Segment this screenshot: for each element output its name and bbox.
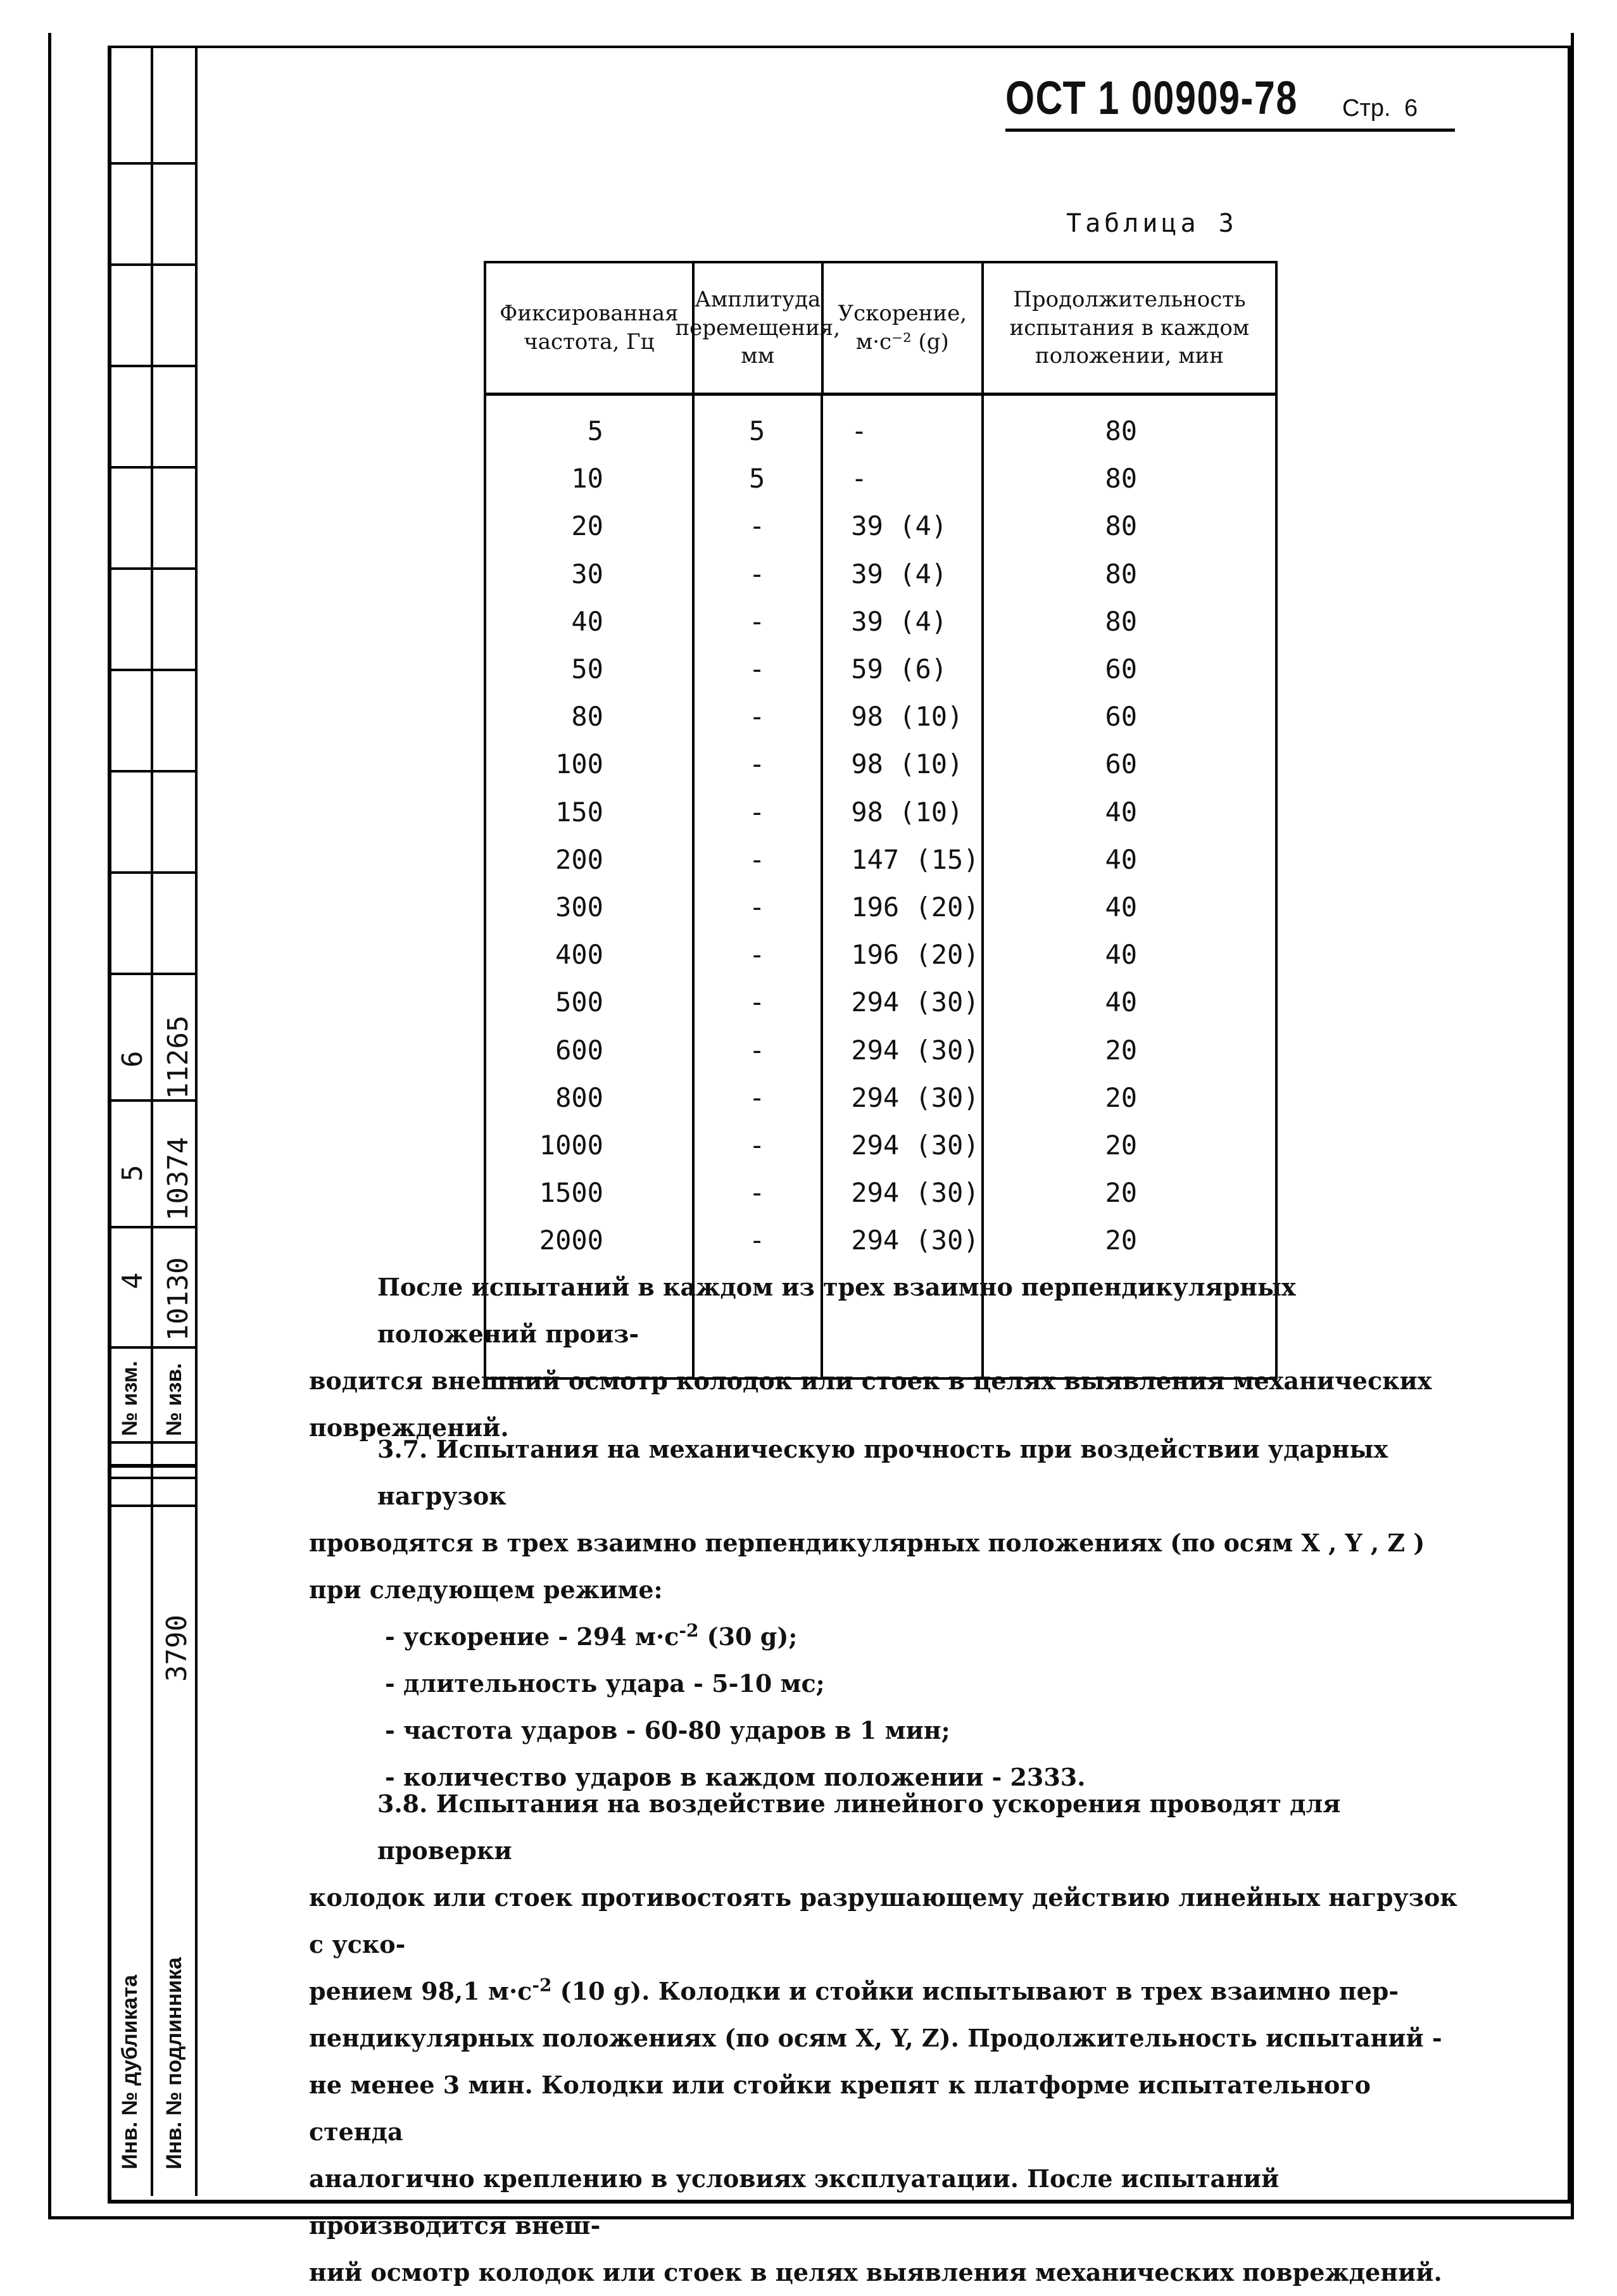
table-cell: -	[748, 1225, 765, 1256]
dubl-label: Инв. № дубликата	[118, 1974, 142, 2169]
stamp-divider	[108, 1477, 198, 1479]
stamp-divider	[108, 466, 198, 469]
table-cell: 98 (10)	[851, 796, 964, 828]
table-cell: 80	[1105, 415, 1138, 447]
table-cell: -	[748, 510, 765, 542]
table-cell: 20	[1105, 1129, 1138, 1161]
table-cell: 40	[1105, 843, 1138, 875]
list-item	[309, 1613, 1461, 1660]
paragraph-3-7	[309, 1426, 1461, 1801]
table-cell: 40	[1105, 987, 1138, 1018]
table-cell: 20	[571, 510, 603, 542]
stamp-divider	[108, 669, 198, 671]
text-line: не менее 3 мин. Колодки или стойки крепят к платформе испытательного стенда	[309, 2071, 1371, 2146]
table-cell: 294 (30)	[851, 1082, 979, 1113]
table-cell: 60	[1105, 748, 1138, 780]
table-cell: 20	[1105, 1034, 1138, 1066]
text-line: аналогично креплению в условиях эксплуатации. После испытаний производится внеш-	[309, 2164, 1280, 2240]
table-cell: -	[748, 1129, 765, 1161]
podl-value: 3790	[161, 1615, 193, 1682]
table-cell: -	[748, 891, 765, 923]
table-cell: 40	[1105, 939, 1138, 971]
list-item: - длительность удара - 5-10 мс;	[385, 1669, 825, 1698]
text-line: водится внешний осмотр колодок или стоек в целях выявления механических	[309, 1366, 1432, 1395]
table-cell: 294 (30)	[851, 1034, 979, 1066]
izm-value-6: 6	[116, 1050, 149, 1068]
table-cell: 150	[555, 796, 603, 828]
list-text: - ускорение - 294 м·с	[385, 1622, 679, 1651]
text-line: ний осмотр колодок или стоек в целях выявления механических повреждений.	[309, 2258, 1442, 2287]
table-cell: 30	[571, 558, 603, 590]
table-cell: 1000	[539, 1129, 603, 1161]
text-line: проводятся в трех взаимно перпендикулярных положениях (по осям X , Y , Z )	[309, 1529, 1425, 1557]
frequency-column	[486, 396, 695, 1377]
page-number: 6	[1404, 95, 1418, 122]
stamp-col-1	[108, 48, 153, 2196]
text-line: колодок или стоек противостоять разрушающему действию линейных нагрузок с уско-	[309, 1883, 1457, 1959]
text-line: при следующем режиме:	[309, 1575, 663, 1604]
header-amplitude: Амплитуда перемещения, мм	[695, 263, 824, 393]
table-cell: 294 (30)	[851, 1129, 979, 1161]
table-cell: 5	[748, 463, 765, 495]
document-header	[1005, 71, 1455, 132]
list-item: - частота ударов - 60-80 ударов в 1 мин;	[385, 1716, 950, 1744]
table-cell: -	[748, 1034, 765, 1066]
table-cell: 40	[1105, 891, 1138, 923]
table-cell: 80	[571, 701, 603, 733]
table-cell: 80	[1105, 558, 1138, 590]
table-cell: 80	[1105, 605, 1138, 637]
table-cell: 20	[1105, 1082, 1138, 1113]
table-cell: 300	[555, 891, 603, 923]
table-cell: 200	[555, 843, 603, 875]
table-cell: 50	[571, 653, 603, 685]
header-duration: Продолжительность испытания в каждом положении, мин	[1009, 286, 1250, 369]
text-line: пендикулярных положениях (по осям X, Y, Z). Продолжительность испытаний -	[309, 2024, 1442, 2052]
izv-value-11265: 11265	[162, 1015, 194, 1099]
stamp-divider	[108, 1504, 198, 1507]
table-cell: 20	[1105, 1225, 1138, 1256]
table-cell: 40	[571, 605, 603, 637]
table-cell: -	[748, 558, 765, 590]
table-cell: 60	[1105, 653, 1138, 685]
text-span: рением 98,1 м·с	[309, 1977, 532, 2005]
table-cell: -	[851, 415, 867, 447]
superscript: -2	[532, 1974, 552, 1996]
table-cell: -	[748, 1082, 765, 1113]
table-cell: 80	[1105, 510, 1138, 542]
table-cell: 98 (10)	[851, 701, 964, 733]
stamp-divider	[108, 263, 198, 266]
table-cell: 294 (30)	[851, 987, 979, 1018]
table-cell: -	[748, 701, 765, 733]
table-cell: -	[748, 1177, 765, 1209]
duration-column	[984, 396, 1276, 1377]
podl-label: Инв. № подлинника	[162, 1957, 186, 2169]
table-cell: 10	[571, 463, 603, 495]
izm-value-5: 5	[116, 1164, 149, 1182]
table-cell: -	[748, 843, 765, 875]
stamp-col-2	[152, 48, 198, 2196]
table-cell: 39 (4)	[851, 510, 948, 542]
table-cell: 600	[555, 1034, 603, 1066]
document-code: ОСТ 1 00909-78	[1005, 72, 1298, 124]
stamp-divider	[108, 770, 198, 773]
table-cell: 1500	[539, 1177, 603, 1209]
page-label: Стр.	[1342, 95, 1391, 122]
stamp-divider	[108, 1226, 198, 1228]
paragraph-after-table	[309, 1264, 1461, 1451]
table-cell: 196 (20)	[851, 891, 979, 923]
table-cell: -	[748, 987, 765, 1018]
table-cell: -	[748, 939, 765, 971]
table-body	[486, 396, 1275, 1377]
table-cell: 500	[555, 987, 603, 1018]
header-acceleration: Ускорение, м·с⁻² (g)	[824, 263, 984, 393]
table-cell: 40	[1105, 796, 1138, 828]
table-cell: 294 (30)	[851, 1225, 979, 1256]
table-cell: 196 (20)	[851, 939, 979, 971]
amplitude-column	[695, 396, 823, 1377]
table-cell: 39 (4)	[851, 558, 948, 590]
table-cell: 60	[1105, 701, 1138, 733]
table-cell: 400	[555, 939, 603, 971]
superscript: -2	[679, 1620, 699, 1641]
stamp-divider	[108, 365, 198, 367]
table-cell: 2000	[539, 1225, 603, 1256]
izm-label: № изм.	[118, 1361, 142, 1436]
list-item: - количество ударов в каждом положении - 2333.	[385, 1763, 1086, 1791]
text-line: 3.7. Испытания на механическую прочность при воздействии ударных нагрузок	[377, 1435, 1388, 1510]
stamp-divider	[108, 162, 198, 165]
table-caption: Таблица 3	[1066, 209, 1238, 238]
stamp-divider	[108, 973, 198, 975]
table-cell: 294 (30)	[851, 1177, 979, 1209]
text-line	[309, 1968, 1461, 2015]
table-cell: 80	[1105, 463, 1138, 495]
text-line: повреждений.	[309, 1413, 509, 1442]
table-cell: 20	[1105, 1177, 1138, 1209]
table-cell: -	[851, 463, 867, 495]
stamp-section-divider	[108, 1464, 198, 1468]
table-cell: -	[748, 653, 765, 685]
stamp-divider	[108, 1346, 198, 1349]
table-cell: 59 (6)	[851, 653, 948, 685]
table-cell: -	[748, 796, 765, 828]
table-cell: 98 (10)	[851, 748, 964, 780]
table-cell: 5	[587, 415, 603, 447]
table-cell: 100	[555, 748, 603, 780]
table-cell: 5	[748, 415, 765, 447]
table-cell: 800	[555, 1082, 603, 1113]
header-frequency: Фиксированная частота, Гц	[486, 263, 695, 393]
test-modes-table	[484, 261, 1278, 1380]
izv-value-10130: 10130	[162, 1257, 194, 1341]
text-span: (10 g). Колодки и стойки испытывают в трех взаимно пер-	[551, 1977, 1399, 2005]
stamp-divider	[108, 1441, 198, 1444]
table-header	[486, 263, 1275, 396]
table-cell: -	[748, 605, 765, 637]
stamp-divider	[108, 567, 198, 570]
izm-value-4: 4	[116, 1272, 149, 1289]
paragraph-3-8	[309, 1781, 1461, 2296]
table-cell: 39 (4)	[851, 605, 948, 637]
stamp-divider	[108, 1099, 198, 1102]
list-text: (30 g);	[698, 1622, 798, 1651]
stamp-divider	[108, 871, 198, 874]
acceleration-column	[823, 396, 983, 1377]
text-line: После испытаний в каждом из трех взаимно перпендикулярных положений произ-	[377, 1273, 1296, 1348]
revision-stamp	[108, 48, 198, 2196]
izv-label: № изв.	[162, 1363, 186, 1436]
text-line: 3.8. Испытания на воздействие линейного ускорения проводят для проверки	[377, 1789, 1341, 1865]
table-cell: -	[748, 748, 765, 780]
table-cell: 147 (15)	[851, 843, 979, 875]
izv-value-10374: 10374	[162, 1137, 194, 1221]
